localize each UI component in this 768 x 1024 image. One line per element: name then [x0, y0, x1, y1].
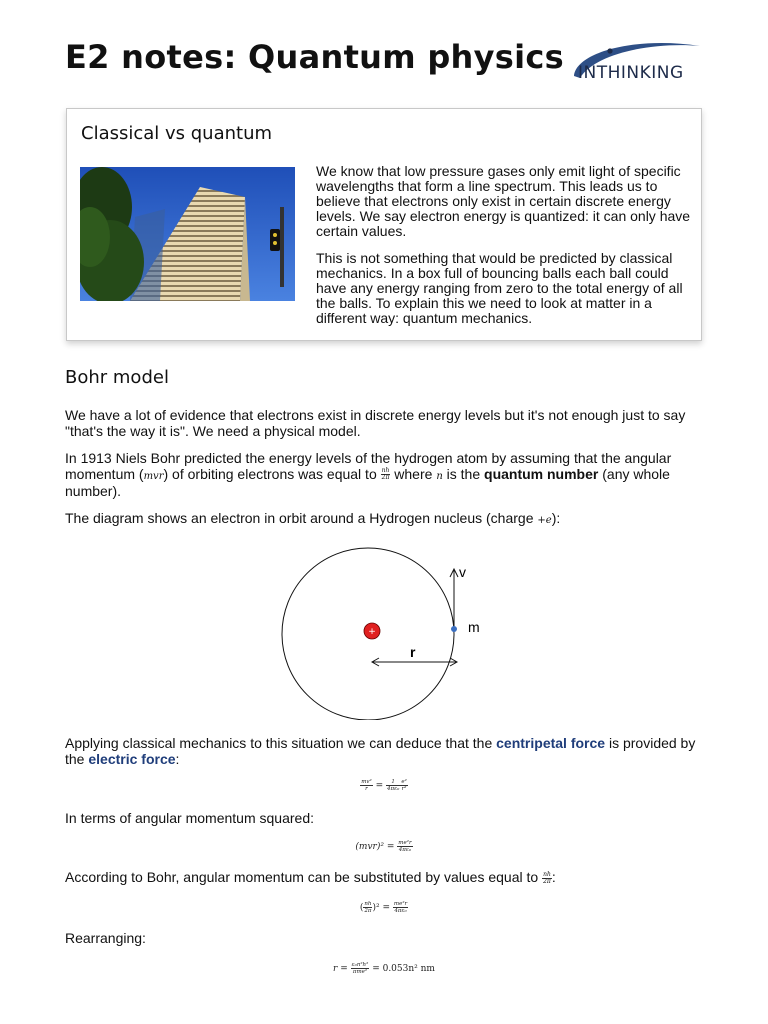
- bohr-paragraph-1: We have a lot of evidence that electrons exist in discrete energy levels but it's not enough just to say "that's the way it is". We need a physical model.: [65, 407, 686, 439]
- inthinking-logo[interactable]: [566, 38, 706, 88]
- radius-label: r: [410, 644, 416, 660]
- box-paragraph: We know that low pressure gases only emit light of specific wavelengths that form a line spectrum. This leads us to believe that electrons only exist in certain discrete energy levels. We say electron energy is quantized: it can only have certain values.: [316, 163, 691, 239]
- equation-bohr-radius: r = $\frac{\text{ε₀n²h²}}{\text{πme²}}$ = 0.053n² nm: [333, 962, 435, 975]
- equation-bohr-substitution: ( $\frac{nh}{2\pi}$ )² = $\frac{\text{me²r}}{\text{4πε₀}}$: [359, 901, 408, 914]
- mass-label: m: [468, 619, 480, 635]
- electron-icon: [451, 626, 457, 632]
- velocity-label: v: [459, 564, 466, 580]
- bohr-paragraph-5: In terms of angular momentum squared:: [65, 810, 315, 826]
- nucleus-charge-label: +: [368, 627, 376, 637]
- bohr-model-heading: Bohr model: [65, 367, 169, 388]
- electric-force-link[interactable]: electric force: [88, 750, 176, 767]
- page-title: E2 notes: Quantum physics: [65, 38, 565, 76]
- equation-angular-momentum: (mvr)² = $\frac{\text{me²r}}{\text{4πε₀}}$: [355, 840, 412, 853]
- centripetal-force-link[interactable]: centripetal force: [496, 735, 606, 751]
- bohr-paragraph-6: According to Bohr, angular momentum can be substituted by values equal to $\frac{nh}{2\pi}$ :: [65, 869, 556, 885]
- bohr-paragraph-3: The diagram shows an electron in orbit around a Hydrogen nucleus (charge +e):: [65, 510, 561, 526]
- equation-force-balance: $\frac{\text{mv²}}{r}$ = $\frac{1}{\text{4πε₀}}$ $\frac{\text{e²}}{\text{r²}}$: [361, 779, 407, 792]
- logo-text: INTHINKING: [578, 63, 684, 83]
- hydrogen-orbit-diagram: [268, 546, 508, 720]
- skyscraper-photo: [80, 167, 295, 301]
- box-paragraph: This is not something that would be predicted by classical mechanics. In a box full of bouncing balls each ball could have any energy ranging from zero to the total energy of all the balls. To explain this we need to look at matter in a different way: quantum mechanics.: [316, 250, 683, 326]
- bohr-paragraph-7: Rearranging:: [65, 930, 146, 946]
- bohr-paragraph-2: In 1913 Niels Bohr predicted the energy levels of the hydrogen atom by assuming that the angular momentum (mvr) of orbiting electrons was equal to $\frac{nh}{2\pi}$ where n is the quantum number (any whole number).: [65, 450, 672, 499]
- classical-vs-quantum-box: [66, 108, 702, 341]
- bohr-paragraph-4: Applying classical mechanics to this situation we can deduce that the centripetal force is provided by the electric force:: [65, 735, 696, 767]
- box-heading: Classical vs quantum: [81, 123, 273, 144]
